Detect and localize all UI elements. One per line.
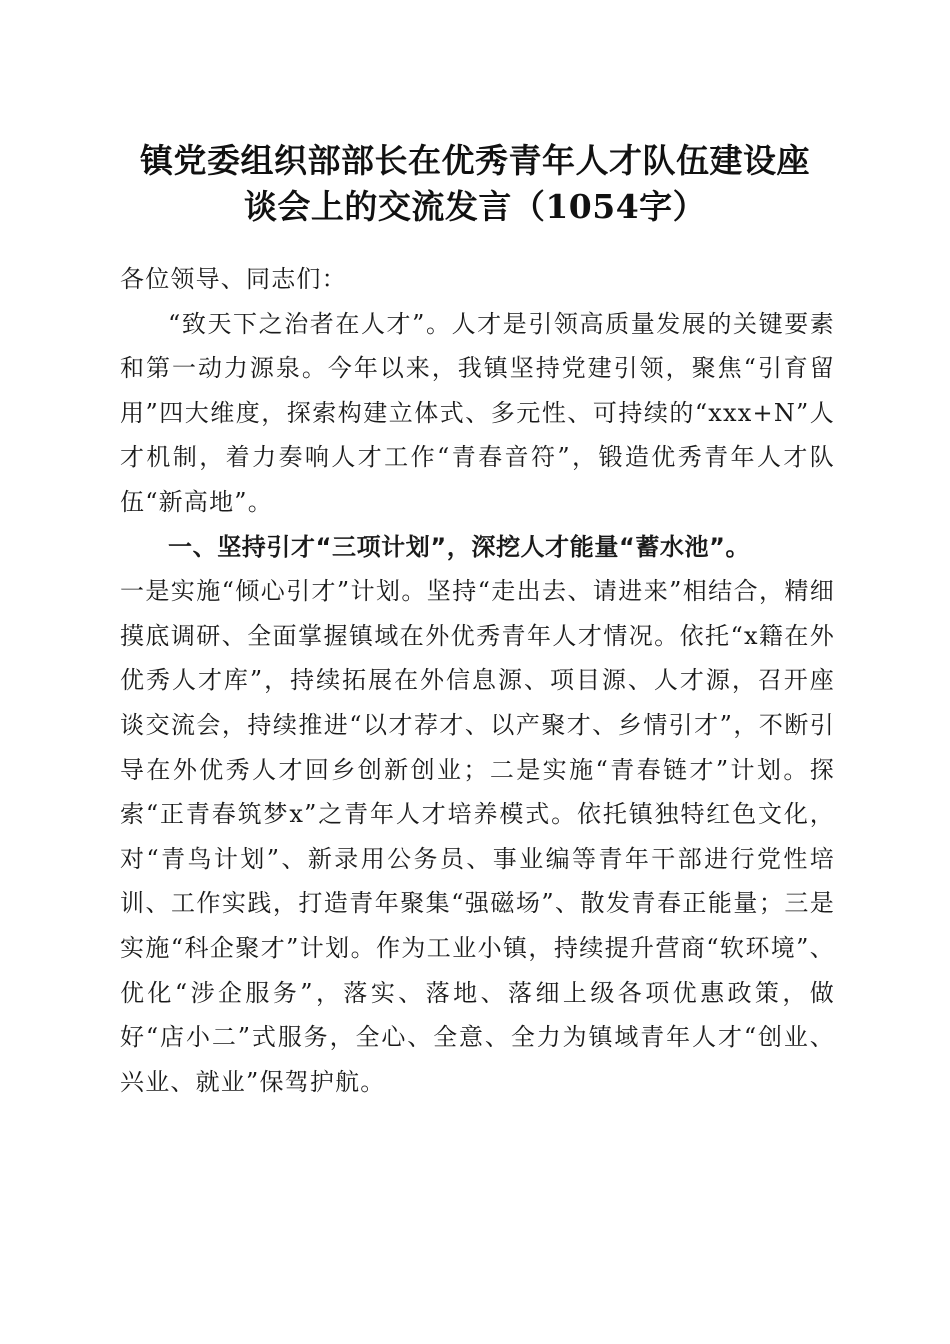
document-title xyxy=(110,138,840,230)
section-1-heading: 一、坚持引才“三项计划”，深挖人才能量“蓄水池”。 xyxy=(168,532,751,561)
intro-paragraph: “致天下之治者在人才”。人才是引领高质量发展的关键要素和第一动力源泉。今年以来，我镇坚持党建引领，聚焦“引育留用”四大维度，探索构建立体式、多元性、可持续的“xxx+N”人才机制，着力奏响人才工作“青春音符”，锻造优秀青年人才队伍“新高地”。 xyxy=(120,309,835,516)
section-1-paragraph: 一是实施“倾心引才”计划。坚持“走出去、请进来”相结合，精细摸底调研、全面掌握镇域在外优秀青年人才情况。依托“x籍在外优秀人才库”，持续拓展在外信息源、项目源、人才源，召开座谈交流会，持续推进“以才荐才、以产聚才、乡情引才”，不断引导在外优秀人才回乡创新创业；二是实施“青春链才”计划。探索“正青春筑梦x”之青年人才培养模式。依托镇独特红色文化，对“青鸟计划”、新录用公务员、事业编等青年干部进行党性培训、工作实践，打造青年聚集“强磁场”、散发青春正能量；三是实施“科企聚才”计划。作为工业小镇，持续提升营商“软环境”、优化“涉企服务”，落实、落地、落细上级各项优惠政策，做好“店小二”式服务，全心、全意、全力为镇域青年人才“创业、兴业、就业”保驾护航。 xyxy=(120,577,835,1096)
title-line-1: 镇党委组织部部长在优秀青年人才队伍建设座 xyxy=(140,141,810,180)
title-line-2: 谈会上的交流发言（1054字） xyxy=(243,187,707,226)
document-body xyxy=(120,257,835,1104)
salutation: 各位领导、同志们： xyxy=(120,265,347,293)
